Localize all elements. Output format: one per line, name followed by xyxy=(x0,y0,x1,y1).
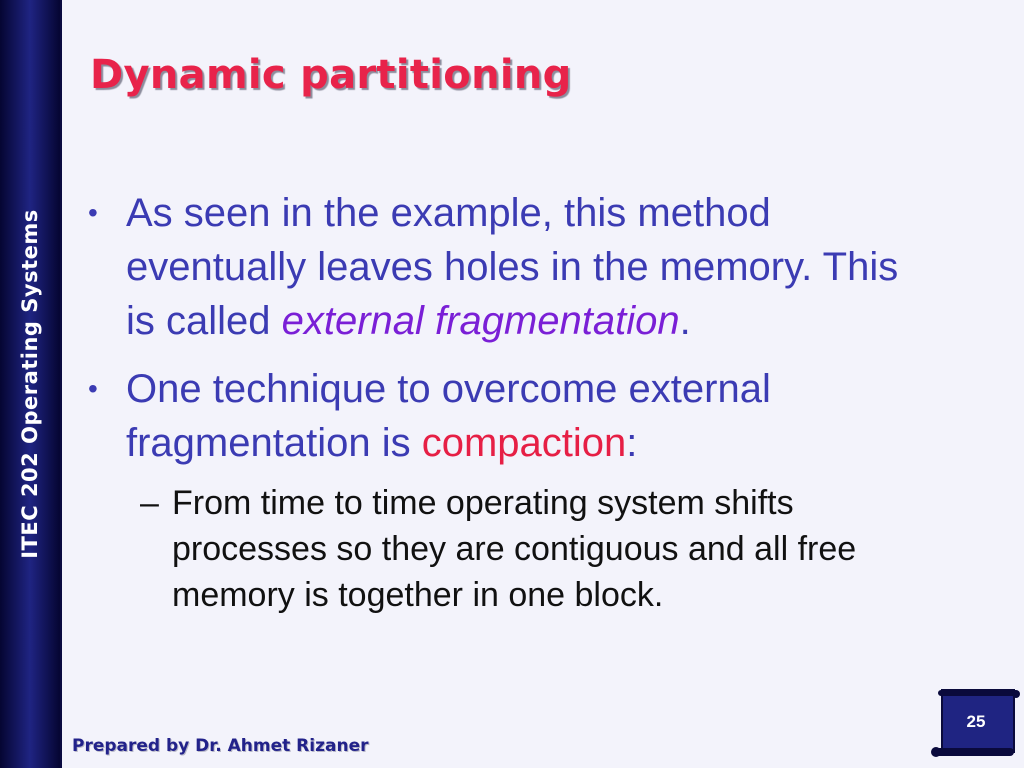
footer-credit: Prepared by Dr. Ahmet Rizaner xyxy=(72,736,369,756)
emphasis-term: external fragmentation xyxy=(281,299,680,343)
sub-bullet-marker: – xyxy=(140,484,159,522)
bullet-text: As seen in the example, this method eventually leaves holes in the memory. This is called xyxy=(126,191,899,343)
bullet-text-end: : xyxy=(626,421,638,465)
sub-bullet-item xyxy=(140,480,918,618)
bullet-item xyxy=(88,362,918,470)
page-number: 25 xyxy=(966,712,986,731)
bullet-text: One technique to overcome external fragmentation is xyxy=(126,367,771,465)
slide-body xyxy=(88,186,918,618)
course-title: ITEC 202 Operating Systems xyxy=(18,209,42,559)
emphasis-term: compaction xyxy=(421,421,627,465)
sidebar-band xyxy=(0,0,62,768)
bullet-marker: • xyxy=(88,197,98,228)
bullet-item xyxy=(88,186,918,348)
bullet-marker: • xyxy=(88,373,98,404)
slide-title: Dynamic partitioning xyxy=(90,52,572,98)
bullet-text-end: . xyxy=(679,299,691,343)
sub-bullet-text: From time to time operating system shifts processes so they are contiguous and all free memory is together in one block. xyxy=(172,484,857,614)
